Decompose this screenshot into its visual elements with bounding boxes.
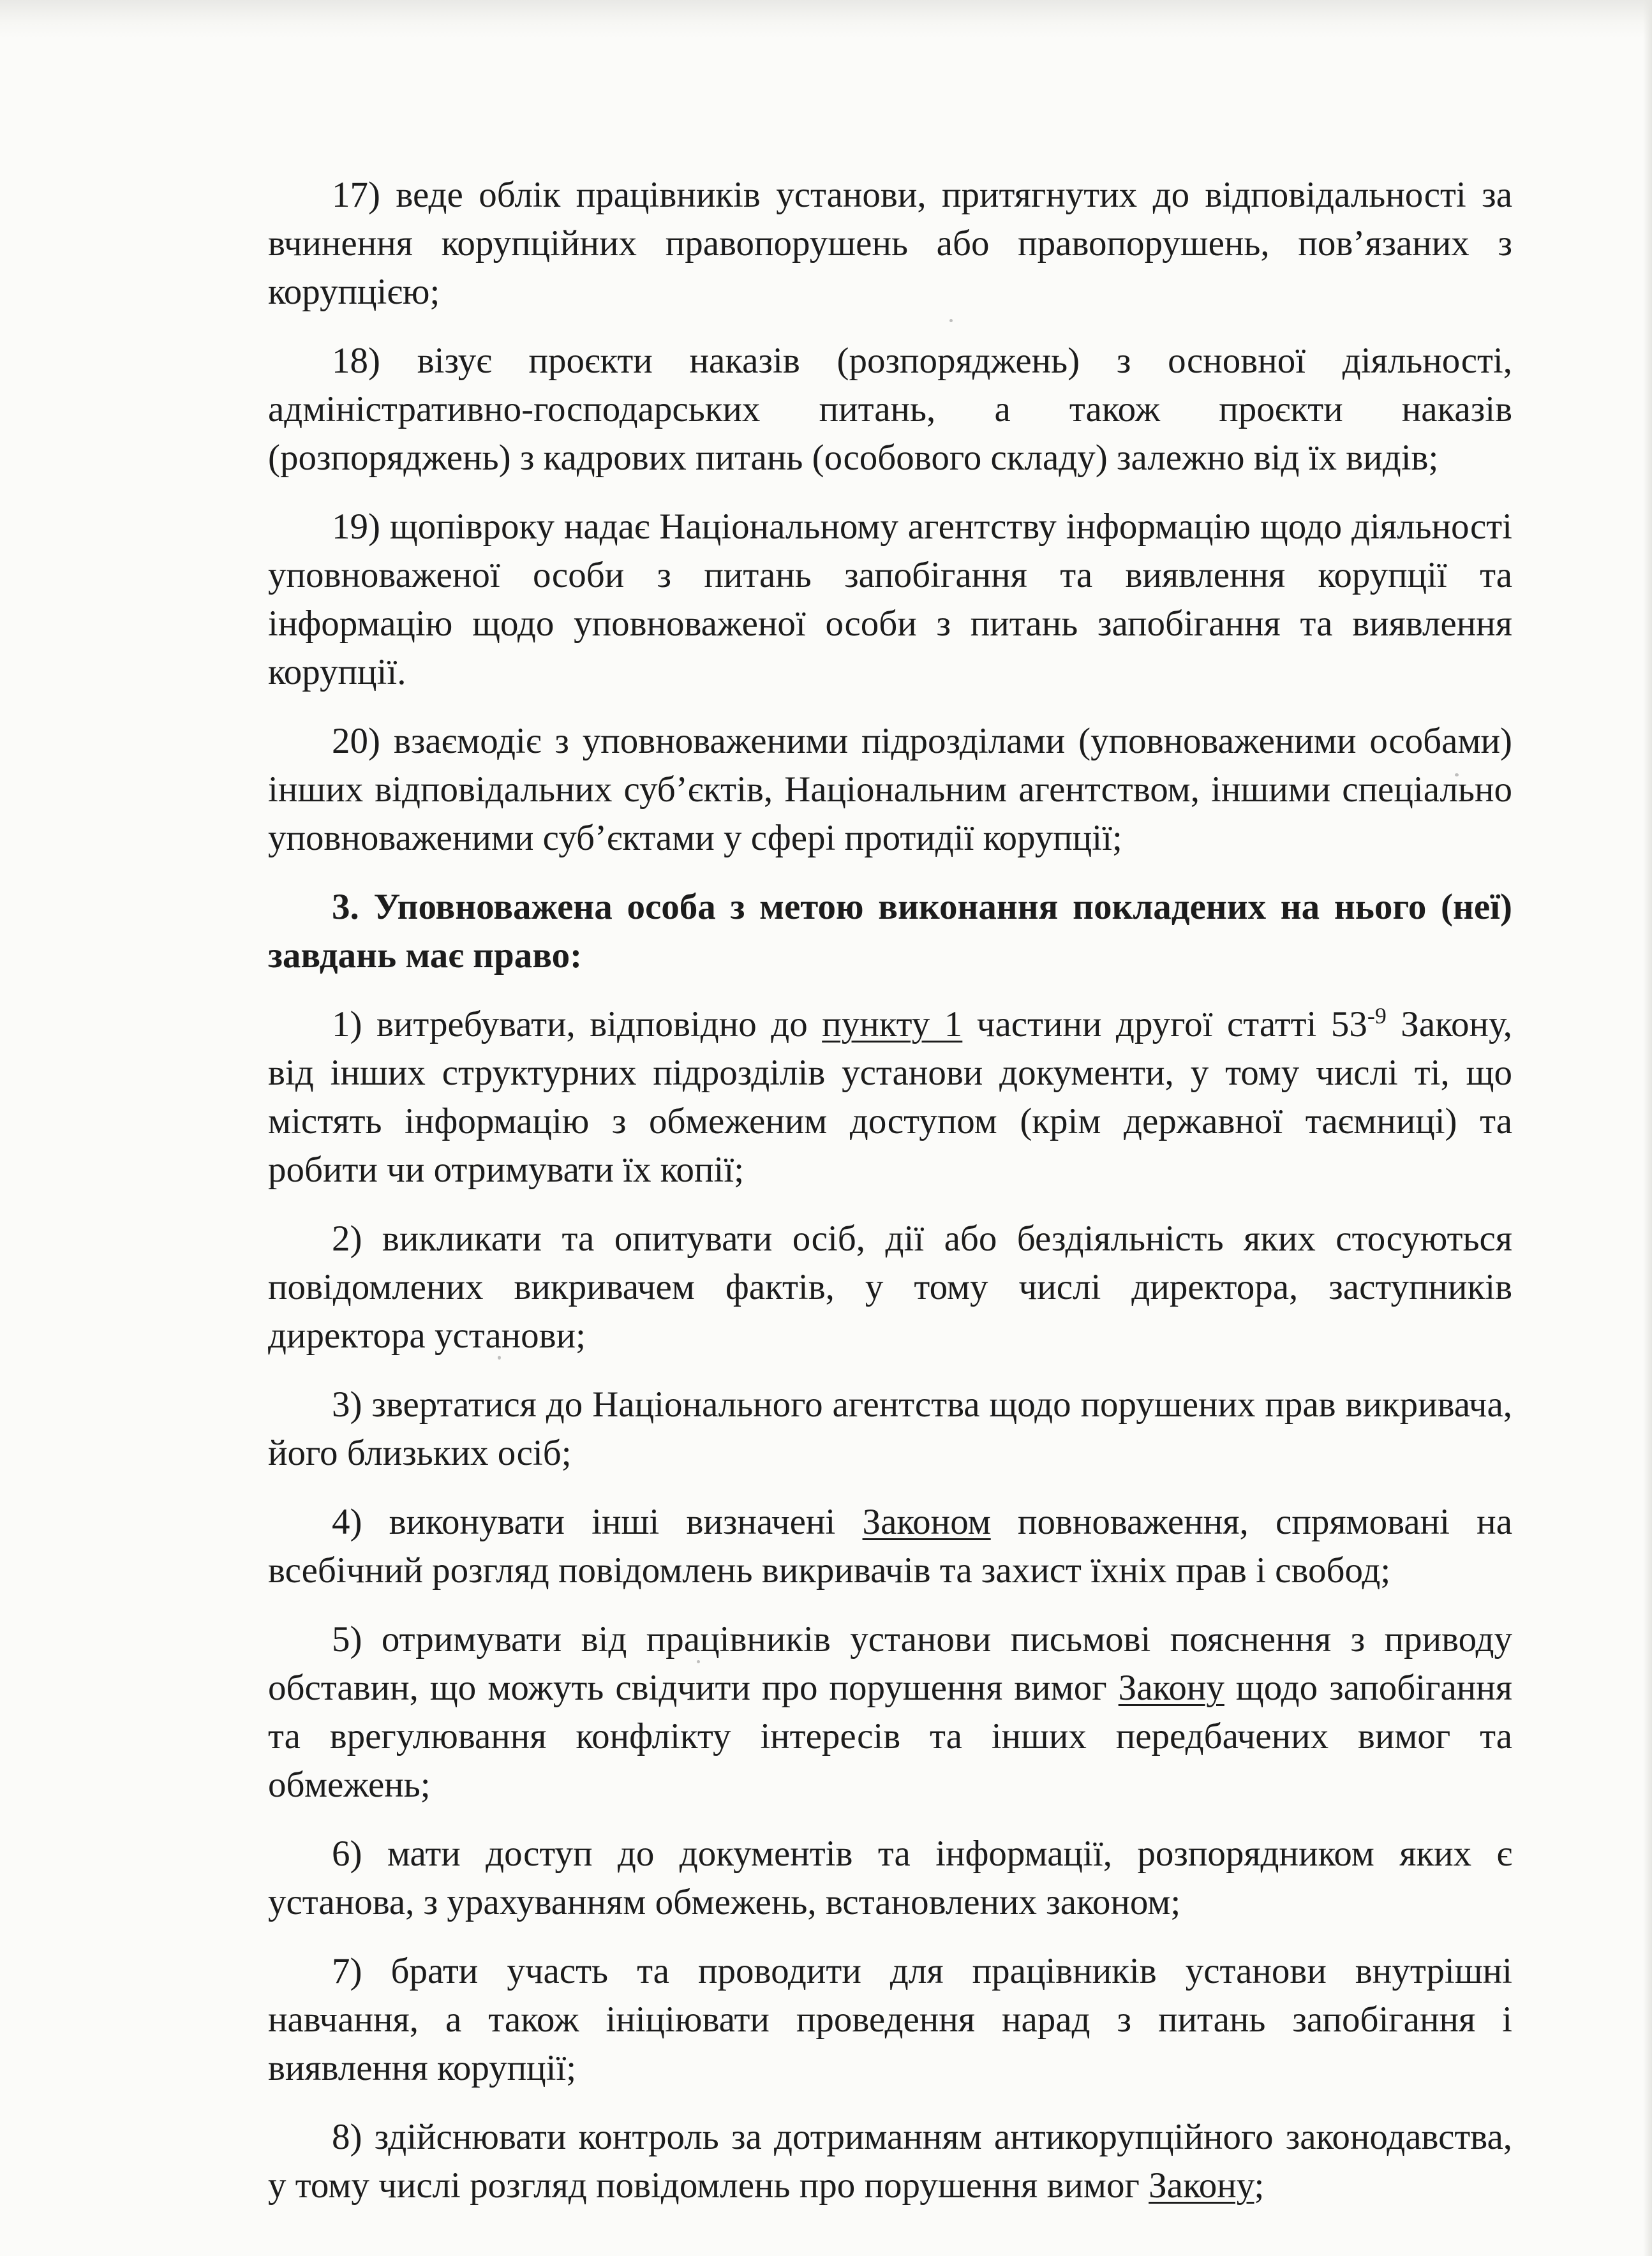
law-link[interactable]: Законом [862,1502,991,1542]
list-item-19: 19) щопівроку надає Національному агентству інформацію щодо діяльності уповноваженої особи з питань запобігання та виявлення корупції та інформацію щодо уповноваженої особи з питань запобігання та виявлення корупції. [268,507,1512,692]
right-item-1-text-b: частини другої статті 53 [962,1004,1367,1044]
list-item-17: 17) веде облік працівників установи, притягнутих до відповідальності за вчинення корупційних правопорушень або правопорушень, пов’язаних з корупцією; [268,175,1512,312]
scan-right-edge [1643,0,1652,2256]
law-link[interactable]: Закону [1118,1668,1224,1708]
right-item-5 [268,1615,1512,1809]
right-item-5-text-a: 5) отримувати від працівників установи письмові пояснення з приводу обставин, що можуть свідчити про порушення вимог [268,1619,1512,1708]
right-item-1-text-c: Закону, від інших структурних підрозділів установи документи, у тому числі ті, що містять інформацію з обмеженим доступом (крім державної таємниці) та робити чи отримувати їх копії; [268,1004,1513,1190]
right-item-6: 6) мати доступ до документів та інформації, розпорядником яких є установа, з урахуванням обмежень, встановлених законом; [268,1834,1512,1922]
right-item-3: 3) звертатися до Національного агентства щодо порушених прав викривача, його близьких осіб; [268,1384,1512,1473]
right-item-4-text-b: повноваження, спрямовані на всебічний розгляд повідомлень викривачів та захист їхніх прав і свобод; [268,1502,1512,1591]
right-item-5-text-b: щодо запобігання та врегулювання конфлікту інтересів та інших передбачених вимог та обмежень; [268,1668,1512,1805]
list-item-20: 20) взаємодіє з уповноваженими підрозділами (уповноваженими особами) інших відповідальних суб’єктів, Національним агентством, іншими спеціально уповноваженими суб’єктами у сфері протидії корупції; [268,721,1512,858]
scan-top-edge [0,0,1652,38]
list-item-18: 18) візує проєкти наказів (розпоряджень) з основної діяльності, адміністративно-господарських питань, а також проєкти наказів (розпоряджень) з кадрових питань (особового складу) залежно від їх видів; [268,341,1512,478]
document-body [268,171,1512,2230]
right-item-4-text-a: 4) виконувати інші визначені [332,1502,863,1542]
law-link[interactable]: Закону [1149,2165,1254,2206]
right-item-2: 2) викликати та опитувати осіб, дії або бездіяльність яких стосуються повідомлених викривачем фактів, у тому числі директора, заступників директора установи; [268,1219,1512,1356]
right-item-8-text-a: 8) здійснювати контроль за дотриманням антикорупційного законодавства, у тому числі розгляд повідомлень про порушення вимог [268,2117,1512,2206]
article-superscript: -9 [1367,1003,1387,1028]
right-item-1 [268,1000,1512,1194]
section-3-heading: 3. Уповноважена особа з метою виконання покладених на нього (неї) завдань має право: [268,887,1512,976]
right-item-1-text-a: 1) витребувати, відповідно до [332,1004,822,1044]
right-item-4 [268,1498,1512,1595]
right-item-8 [268,2113,1512,2210]
law-point-link[interactable]: пункту 1 [822,1004,963,1044]
right-item-8-text-b: ; [1254,2165,1265,2206]
right-item-7: 7) брати участь та проводити для працівників установи внутрішні навчання, а також ініціювати проведення нарад з питань запобігання і виявлення корупції; [268,1951,1512,2088]
